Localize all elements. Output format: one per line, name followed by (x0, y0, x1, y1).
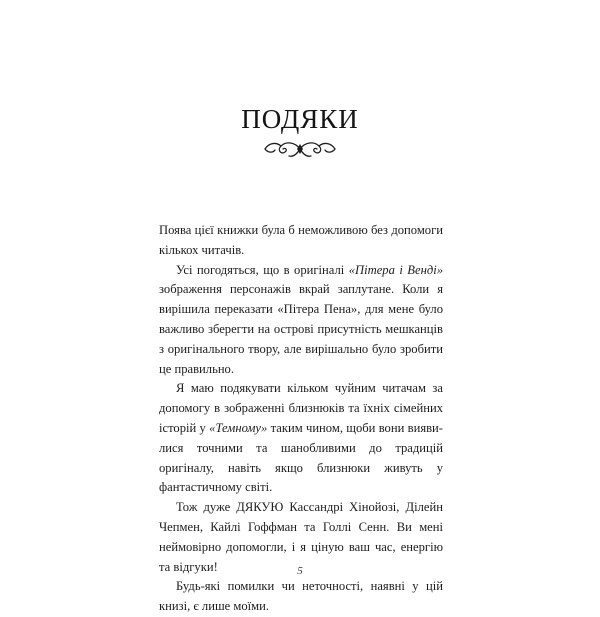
paragraph-2 (159, 261, 443, 380)
paragraph-4-text: Тож дуже ДЯКУЮ Кассандрі Хінойозі, Ділейн Чепмен, Кайлі Гоффман та Голлі Сенн. Ви мені неймовірно допомогли, і я ціную ваш час, енергію та відгуки! (159, 500, 443, 574)
paragraph-2-end: зображення персонажів вкрай заплутане. Коли я вирішила переказати «Пітера Пена», для мене було важливо зберегти на острові присутність мешканців з оригінального твору, але вирішально було зробити це правильно. (159, 282, 443, 376)
book-title-peter-and-wendy: «Пітера і Венді» (348, 262, 443, 277)
paragraph-5 (159, 577, 443, 617)
paragraph-3-end: таким чином, щоби вони виявилися точними та шанобливими до традицій оригіналу, навіть якщо близнюки живуть у фантастичному світі. (159, 420, 443, 495)
paragraph-1 (159, 221, 443, 261)
page-title: ПОДЯКИ (241, 104, 359, 134)
paragraph-3-start: Я маю подякувати кільком чуйним читачам за допомогу в зображенні близнюків та їхніх сімейних історій у (159, 381, 443, 435)
paragraph-1-text: Поява цієї книжки була б неможливою без допомоги кількох читачів. (159, 223, 443, 257)
paragraph-3 (159, 379, 443, 498)
paragraph-2-start: Усі погодяться, що в оригіналі (176, 262, 349, 277)
flourish-ornament-icon (262, 138, 338, 160)
acknowledgements-text (159, 221, 443, 617)
paragraph-5-text: Будь-які помилки чи неточності, наявні у цій книзі, є лише моїми. (159, 579, 443, 614)
book-title-dark: «Темному» (209, 420, 268, 435)
page-number: 5 (297, 565, 303, 577)
